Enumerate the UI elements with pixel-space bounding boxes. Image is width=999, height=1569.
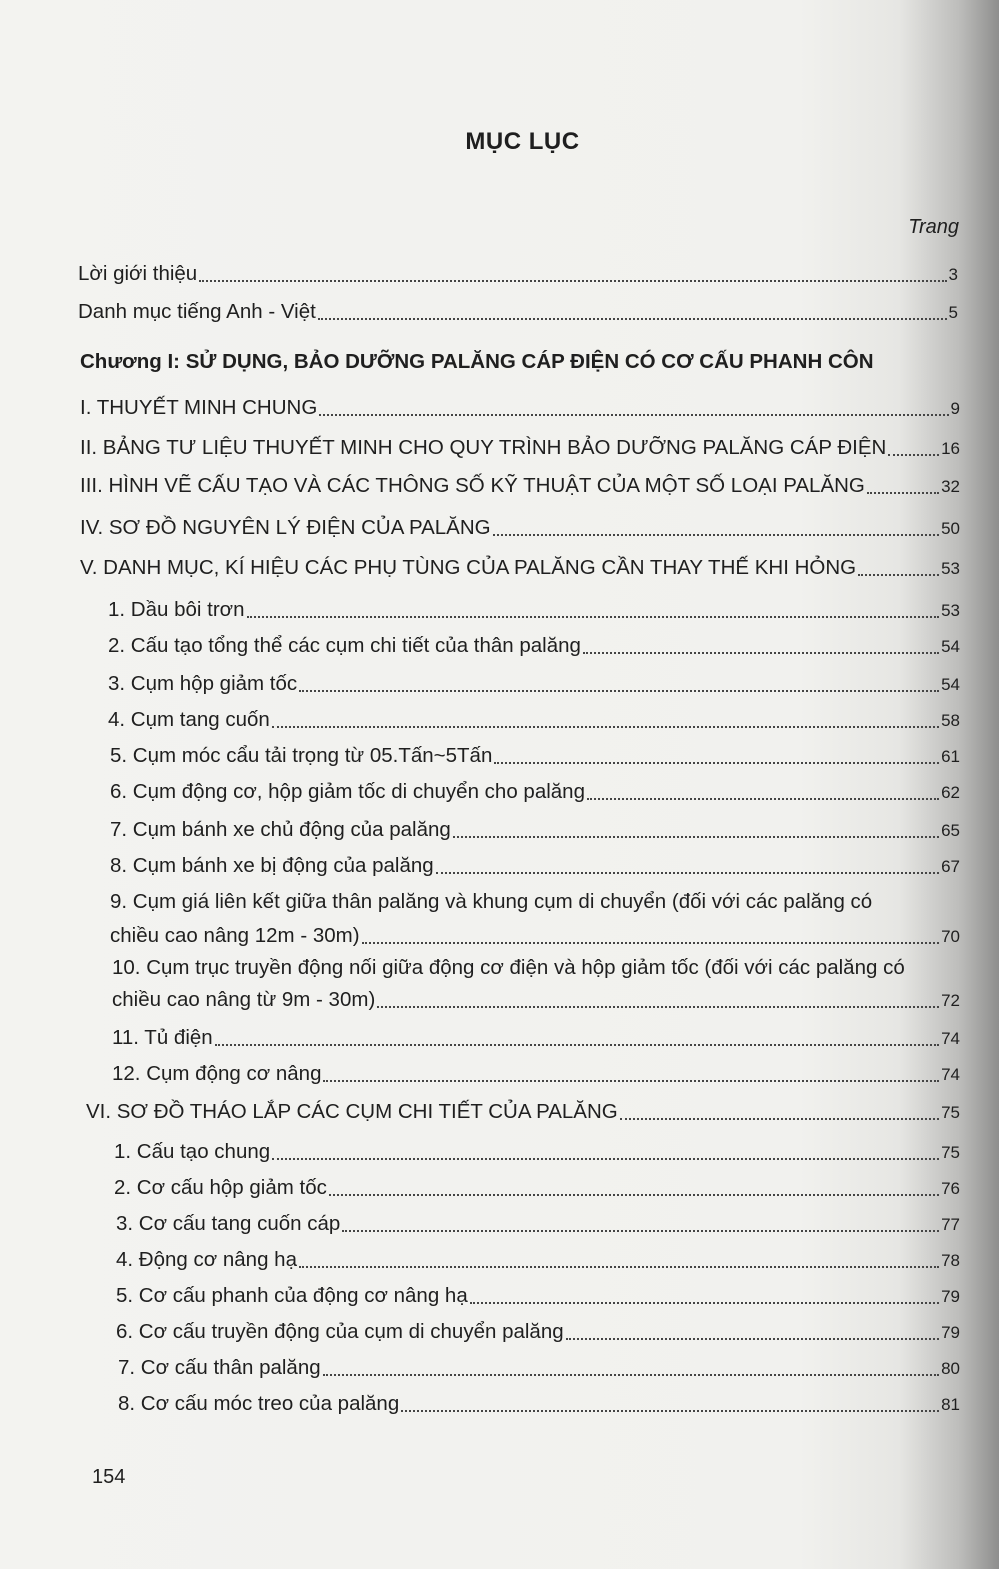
toc-entry-text: 1. Dầu bôi trơn [108, 598, 245, 621]
toc-entry-page: 16 [941, 439, 960, 458]
dot-leader [888, 454, 939, 456]
toc-entry-page: 9 [950, 399, 960, 418]
toc-entry-page: 67 [941, 857, 960, 876]
toc-entry [108, 598, 960, 622]
dot-leader [272, 1158, 939, 1160]
toc-entry-page: 79 [941, 1323, 960, 1342]
dot-leader [199, 280, 946, 282]
toc-entry-text: VI. SƠ ĐỒ THÁO LẮP CÁC CỤM CHI TIẾT CỦA PALĂNG [86, 1100, 618, 1123]
dot-leader [470, 1302, 939, 1304]
page-number: 154 [92, 1466, 126, 1488]
toc-entry [108, 672, 960, 696]
toc-entry-text: chiều cao nâng từ 9m - 30m) [112, 988, 376, 1011]
dot-leader [620, 1118, 939, 1120]
toc-entry-text: 7. Cơ cấu thân palăng [118, 1356, 321, 1379]
toc-entry-page: 54 [941, 637, 960, 656]
toc-entry-text: 3. Cụm hộp giảm tốc [108, 672, 298, 695]
toc-entry [114, 1140, 960, 1164]
toc-entry-page: 77 [941, 1215, 960, 1234]
toc-entry-text: 1. Cấu tạo chung [114, 1140, 271, 1163]
toc-entry [108, 708, 960, 732]
dot-leader [299, 1266, 939, 1268]
dot-leader [858, 574, 939, 576]
toc-entry [110, 780, 960, 804]
toc-entry [110, 818, 960, 842]
dot-leader [323, 1080, 939, 1082]
toc-entry [112, 1026, 960, 1050]
toc-entry [80, 436, 960, 460]
toc-entry-text: 5. Cụm móc cẩu tải trọng từ 05.Tấn~5Tấn [110, 744, 493, 767]
toc-entry-page: 53 [941, 601, 960, 620]
dot-leader [247, 616, 940, 618]
dot-leader [377, 1006, 939, 1008]
toc-entry [116, 1248, 960, 1272]
toc-entry-page: 65 [941, 821, 960, 840]
dot-leader [436, 872, 939, 874]
toc-entry-page: 81 [941, 1395, 960, 1414]
dot-leader [494, 762, 939, 764]
toc-entry-page: 61 [941, 747, 960, 766]
dot-leader [323, 1374, 939, 1376]
toc-entry-text: V. DANH MỤC, KÍ HIỆU CÁC PHỤ TÙNG CỦA PALĂNG CẦN THAY THẾ KHI HỎNG [80, 556, 857, 579]
toc-entry-text: chiều cao nâng 12m - 30m) [110, 924, 360, 947]
dot-leader [493, 534, 939, 536]
dot-leader [566, 1338, 939, 1340]
toc-entry [110, 924, 960, 948]
toc-entry-text: 11. Tủ điện [112, 1026, 213, 1049]
toc-entry-page: 74 [941, 1065, 960, 1084]
toc-entry [114, 1176, 960, 1200]
toc-entry-text: 2. Cơ cấu hộp giảm tốc [114, 1176, 327, 1199]
dot-leader [272, 726, 939, 728]
dot-leader [587, 798, 939, 800]
toc-entry [116, 1284, 960, 1308]
toc-entry [108, 634, 960, 658]
dot-leader [318, 318, 947, 320]
dot-leader [401, 1410, 939, 1412]
toc-entry-text: I. THUYẾT MINH CHUNG [80, 396, 318, 419]
toc-entry [80, 556, 960, 580]
dot-leader [362, 942, 940, 944]
toc-entry [110, 854, 960, 878]
toc-entry-page: 75 [941, 1103, 960, 1122]
toc-entry-text: 3. Cơ cấu tang cuốn cáp [116, 1212, 341, 1235]
chapter-heading: Chương I: SỬ DỤNG, BẢO DƯỠNG PALĂNG CÁP ĐIỆN CÓ CƠ CẤU PHANH CÔN [80, 350, 874, 373]
dot-leader [299, 690, 939, 692]
toc-entry-text: 6. Cụm động cơ, hộp giảm tốc di chuyển cho palăng [110, 780, 585, 803]
toc-entry-page: 80 [941, 1359, 960, 1378]
toc-entry-page: 72 [941, 991, 960, 1010]
toc-entry-page: 5 [948, 303, 958, 322]
toc-entry-text: 2. Cấu tạo tổng thể các cụm chi tiết của thân palăng [108, 634, 581, 657]
dot-leader [583, 652, 939, 654]
toc-entry-text: 7. Cụm bánh xe chủ động của palăng [110, 818, 451, 841]
toc-entry-page: 50 [941, 519, 960, 538]
toc-entry-page: 79 [941, 1287, 960, 1306]
toc-entry [78, 262, 958, 286]
toc-entry-text: 5. Cơ cấu phanh của động cơ nâng hạ [116, 1284, 468, 1307]
toc-entry [78, 300, 958, 324]
toc-entry-page: 53 [941, 559, 960, 578]
toc-entry-page: 78 [941, 1251, 960, 1270]
toc-entry [110, 744, 960, 768]
toc-entry-first-line: 10. Cụm trục truyền động nối giữa động cơ điện và hộp giảm tốc (đối với các palăng có [112, 956, 905, 979]
toc-entry-page: 3 [948, 265, 958, 284]
toc-entry-text: 6. Cơ cấu truyền động của cụm di chuyển palăng [116, 1320, 564, 1343]
toc-entry [118, 1356, 960, 1380]
page-column-label: Trang [908, 216, 959, 238]
toc-entry [118, 1392, 960, 1416]
toc-entry-page: 76 [941, 1179, 960, 1198]
toc-entry [112, 1062, 960, 1086]
toc-entry-text: 4. Động cơ nâng hạ [116, 1248, 297, 1271]
toc-entry-text: 12. Cụm động cơ nâng [112, 1062, 322, 1085]
toc-entry-text: III. HÌNH VẼ CẤU TẠO VÀ CÁC THÔNG SỐ KỸ THUẬT CỦA MỘT SỐ LOẠI PALĂNG [80, 474, 865, 497]
toc-entry-page: 54 [941, 675, 960, 694]
toc-entry [116, 1320, 960, 1344]
toc-entry [86, 1100, 960, 1124]
toc-entry-text: 8. Cụm bánh xe bị động của palăng [110, 854, 434, 877]
toc-entry-text: Danh mục tiếng Anh - Việt [78, 300, 316, 323]
toc-entry-text: 8. Cơ cấu móc treo của palăng [118, 1392, 400, 1415]
dot-leader [342, 1230, 939, 1232]
toc-entry-page: 70 [941, 927, 960, 946]
toc-entry-page: 75 [941, 1143, 960, 1162]
toc-entry [80, 516, 960, 540]
dot-leader [215, 1044, 939, 1046]
dot-leader [453, 836, 939, 838]
dot-leader [319, 414, 948, 416]
toc-entry-text: Lời giới thiệu [78, 262, 198, 285]
toc-entry-text: 4. Cụm tang cuốn [108, 708, 270, 731]
toc-entry [112, 988, 960, 1012]
toc-entry [116, 1212, 960, 1236]
toc-entry-page: 74 [941, 1029, 960, 1048]
toc-entry-page: 32 [941, 477, 960, 496]
toc-entry-text: II. BẢNG TƯ LIỆU THUYẾT MINH CHO QUY TRÌNH BẢO DƯỠNG PALĂNG CÁP ĐIỆN [80, 436, 887, 459]
toc-entry-page: 58 [941, 711, 960, 730]
dot-leader [329, 1194, 939, 1196]
toc-entry [80, 396, 960, 420]
dot-leader [867, 492, 939, 494]
toc-entry-first-line: 9. Cụm giá liên kết giữa thân palăng và khung cụm di chuyển (đối với các palăng có [110, 890, 873, 913]
toc-entry-text: IV. SƠ ĐỒ NGUYÊN LÝ ĐIỆN CỦA PALĂNG [80, 516, 491, 539]
page-title: MỤC LỤC [465, 128, 580, 155]
toc-entry-page: 62 [941, 783, 960, 802]
toc-entry [80, 474, 960, 498]
